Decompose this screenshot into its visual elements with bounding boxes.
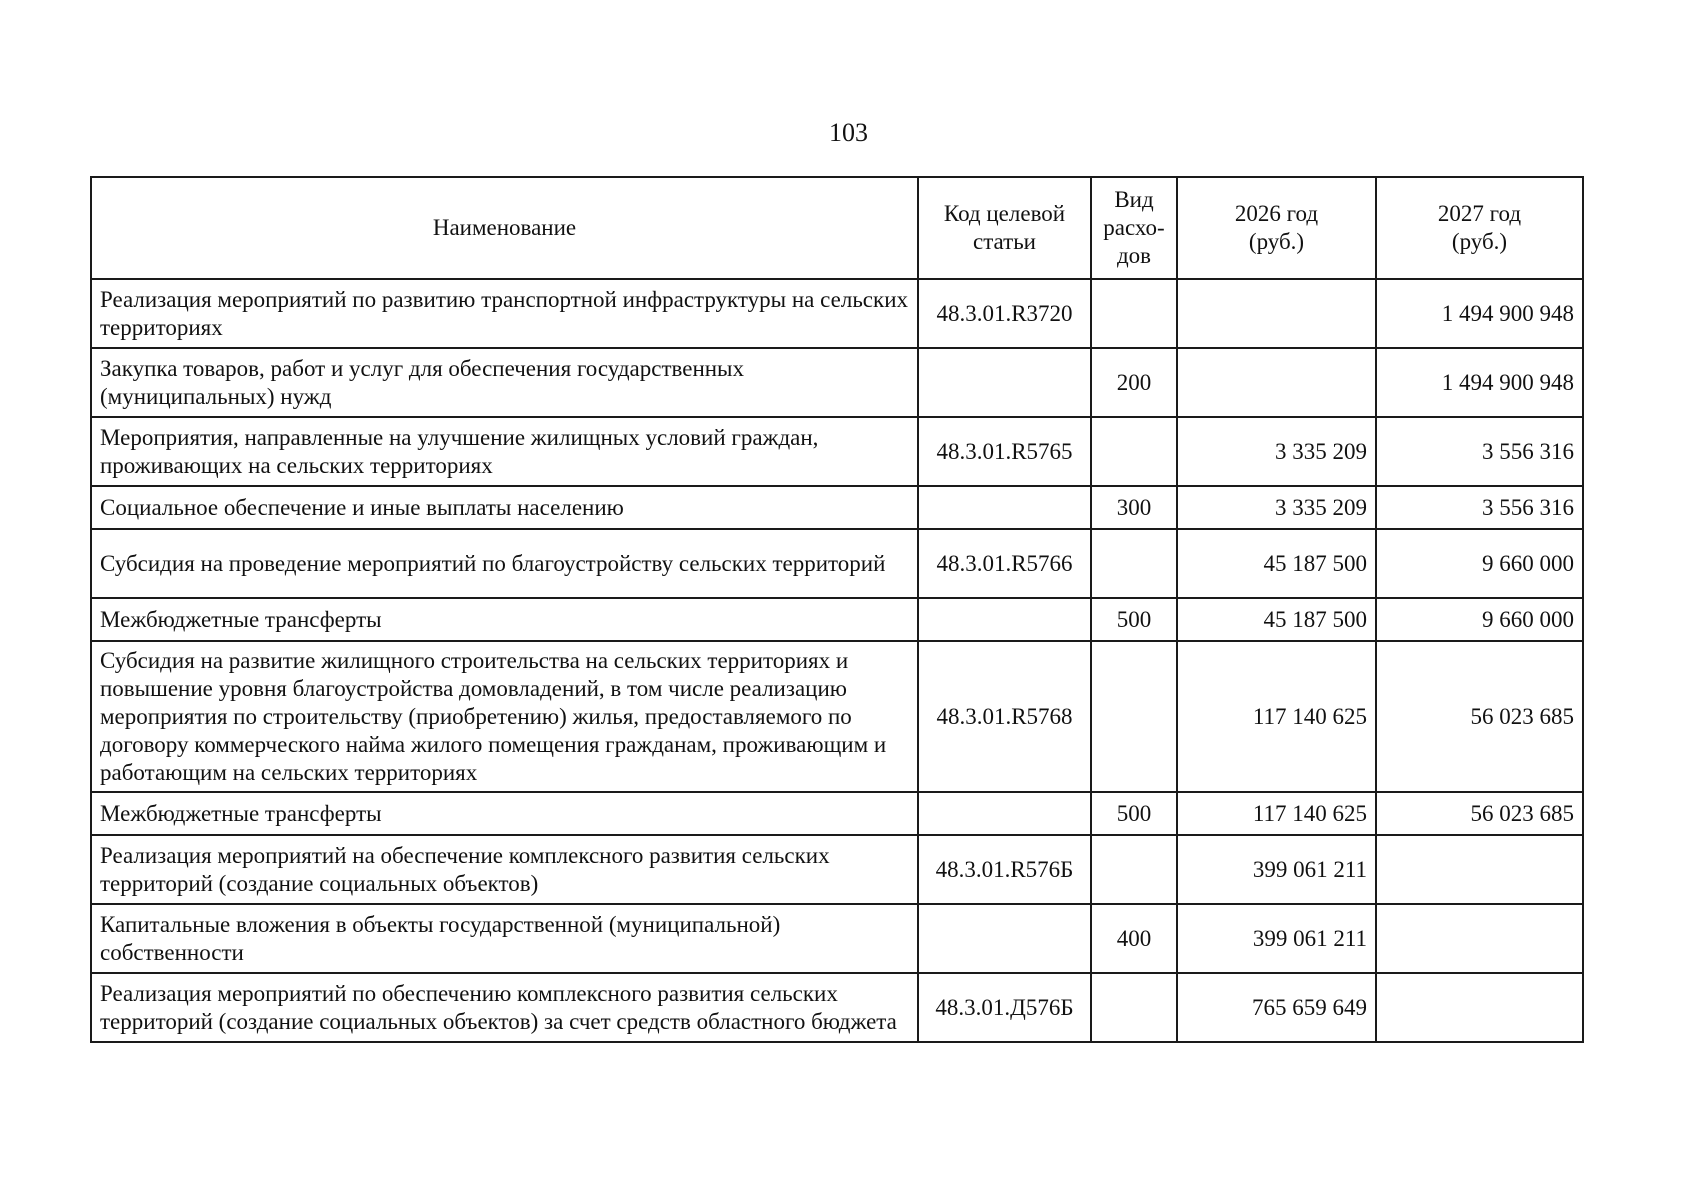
table-row bbox=[91, 973, 1583, 1042]
row-name: Субсидия на развитие жилищного строительства на сельских территориях и повышение уровня благоустройства домовладений, в том числе реализацию мероприятия по строительству (приобретению) жилья, предоставляемого по договору коммерческого найма жилого помещения гражданам, проживающим и работающим на сельских территориях bbox=[91, 641, 918, 792]
table-row bbox=[91, 641, 1583, 792]
row-kind: 300 bbox=[1091, 486, 1177, 529]
row-code bbox=[918, 904, 1091, 973]
row-kind bbox=[1091, 973, 1177, 1042]
row-amount-2026: 3 335 209 bbox=[1177, 486, 1376, 529]
row-name: Реализация мероприятий по обеспечению комплексного развития сельских территорий (создание социальных объектов) за счет средств областного бюджета bbox=[91, 973, 918, 1042]
row-name: Социальное обеспечение и иные выплаты населению bbox=[91, 486, 918, 529]
row-amount-2027: 1 494 900 948 bbox=[1376, 348, 1583, 417]
table-row bbox=[91, 417, 1583, 486]
row-amount-2026: 399 061 211 bbox=[1177, 835, 1376, 904]
column-header-2027: 2027 год (руб.) bbox=[1376, 177, 1583, 279]
row-code bbox=[918, 598, 1091, 641]
row-amount-2026 bbox=[1177, 279, 1376, 348]
row-amount-2027 bbox=[1376, 835, 1583, 904]
row-amount-2027: 1 494 900 948 bbox=[1376, 279, 1583, 348]
table-row bbox=[91, 904, 1583, 973]
row-amount-2027 bbox=[1376, 904, 1583, 973]
row-name: Реализация мероприятий на обеспечение комплексного развития сельских территорий (создание социальных объектов) bbox=[91, 835, 918, 904]
row-name: Капитальные вложения в объекты государственной (муниципальной) собственности bbox=[91, 904, 918, 973]
table-row bbox=[91, 529, 1583, 598]
row-amount-2027: 9 660 000 bbox=[1376, 598, 1583, 641]
row-amount-2026: 117 140 625 bbox=[1177, 641, 1376, 792]
table-header-row bbox=[91, 177, 1583, 279]
row-amount-2027: 3 556 316 bbox=[1376, 486, 1583, 529]
row-code bbox=[918, 348, 1091, 417]
row-name: Межбюджетные трансферты bbox=[91, 598, 918, 641]
row-amount-2027: 3 556 316 bbox=[1376, 417, 1583, 486]
row-kind: 500 bbox=[1091, 792, 1177, 835]
row-kind bbox=[1091, 835, 1177, 904]
column-header-2026: 2026 год (руб.) bbox=[1177, 177, 1376, 279]
row-code bbox=[918, 792, 1091, 835]
row-amount-2026: 45 187 500 bbox=[1177, 598, 1376, 641]
row-code: 48.3.01.Д576Б bbox=[918, 973, 1091, 1042]
row-amount-2026 bbox=[1177, 348, 1376, 417]
row-name: Закупка товаров, работ и услуг для обеспечения государственных (муниципальных) нужд bbox=[91, 348, 918, 417]
row-name: Межбюджетные трансферты bbox=[91, 792, 918, 835]
row-code: 48.3.01.R5765 bbox=[918, 417, 1091, 486]
row-name: Реализация мероприятий по развитию транспортной инфраструктуры на сельских территориях bbox=[91, 279, 918, 348]
row-kind: 400 bbox=[1091, 904, 1177, 973]
row-amount-2027 bbox=[1376, 973, 1583, 1042]
row-name: Мероприятия, направленные на улучшение жилищных условий граждан, проживающих на сельских территориях bbox=[91, 417, 918, 486]
column-header-name: Наименование bbox=[91, 177, 918, 279]
table-row bbox=[91, 835, 1583, 904]
row-amount-2027: 56 023 685 bbox=[1376, 792, 1583, 835]
row-kind: 500 bbox=[1091, 598, 1177, 641]
column-header-kind: Вид расхо- дов bbox=[1091, 177, 1177, 279]
row-amount-2026: 45 187 500 bbox=[1177, 529, 1376, 598]
row-code: 48.3.01.R5768 bbox=[918, 641, 1091, 792]
table-row bbox=[91, 348, 1583, 417]
row-kind bbox=[1091, 641, 1177, 792]
row-kind bbox=[1091, 417, 1177, 486]
row-kind bbox=[1091, 279, 1177, 348]
row-amount-2027: 9 660 000 bbox=[1376, 529, 1583, 598]
row-amount-2026: 399 061 211 bbox=[1177, 904, 1376, 973]
row-amount-2026: 117 140 625 bbox=[1177, 792, 1376, 835]
row-amount-2027: 56 023 685 bbox=[1376, 641, 1583, 792]
row-kind: 200 bbox=[1091, 348, 1177, 417]
row-code: 48.3.01.R5766 bbox=[918, 529, 1091, 598]
row-code bbox=[918, 486, 1091, 529]
table-row bbox=[91, 486, 1583, 529]
budget-table bbox=[90, 176, 1584, 1043]
row-kind bbox=[1091, 529, 1177, 598]
table-row bbox=[91, 279, 1583, 348]
row-code: 48.3.01.R576Б bbox=[918, 835, 1091, 904]
table-row bbox=[91, 792, 1583, 835]
page-number: 103 bbox=[829, 118, 868, 147]
row-code: 48.3.01.R3720 bbox=[918, 279, 1091, 348]
row-amount-2026: 765 659 649 bbox=[1177, 973, 1376, 1042]
row-name: Субсидия на проведение мероприятий по благоустройству сельских территорий bbox=[91, 529, 918, 598]
row-amount-2026: 3 335 209 bbox=[1177, 417, 1376, 486]
table-row bbox=[91, 598, 1583, 641]
column-header-code: Код целевой статьи bbox=[918, 177, 1091, 279]
